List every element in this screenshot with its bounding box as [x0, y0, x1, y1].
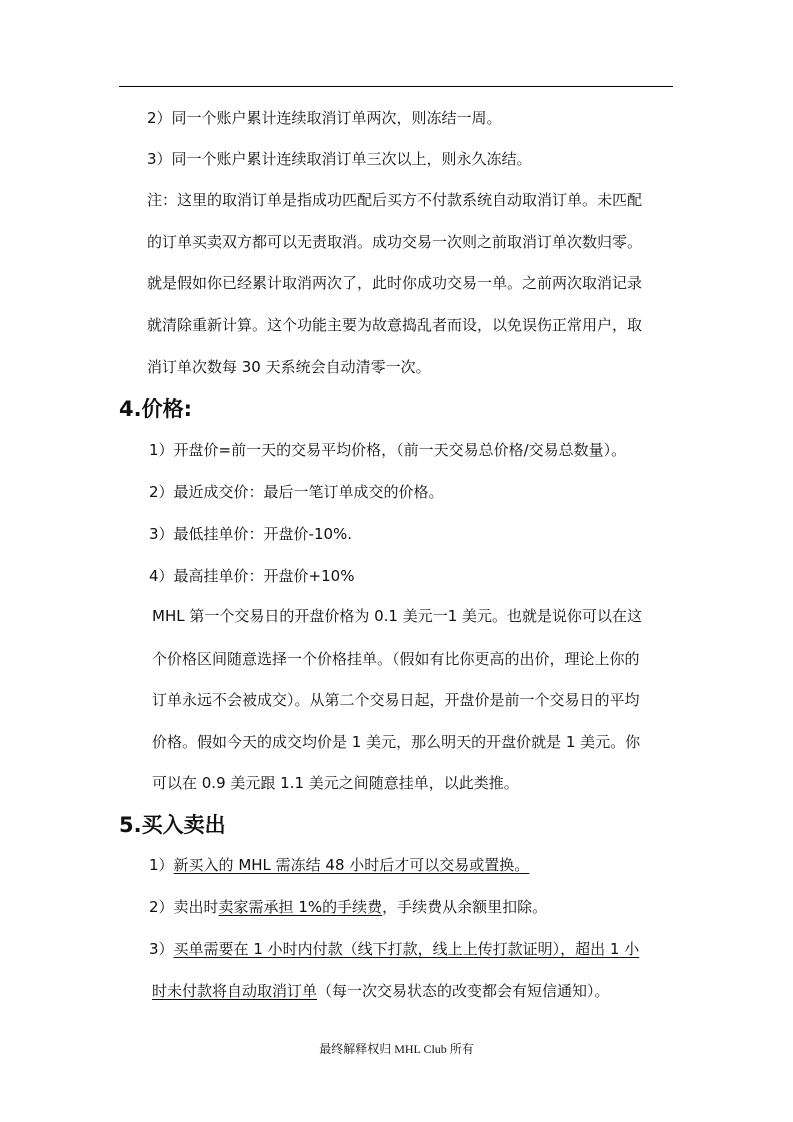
price-item-1: 1）开盘价=前一天的交易平均价格，（前一天交易总价格/交易总数量）。: [149, 441, 627, 459]
price-para-line-2: 个价格区间随意选择一个价格挂单。（假如有比你更高的出价，理论上你的: [152, 650, 640, 668]
item-suffix: （每一次交易状态的改变都会有短信通知）。: [317, 982, 610, 1000]
rule-item-2: 2）同一个账户累计连续取消订单两次，则冻结一周。: [147, 109, 502, 127]
header-rule: [119, 86, 673, 87]
rule-item-3: 3）同一个账户累计连续取消订单三次以上，则永久冻结。: [147, 150, 532, 168]
underlined-text: 卖家需承担 1%的手续费: [218, 898, 383, 916]
price-item-2: 2）最近成交价：最后一笔订单成交的价格。: [149, 483, 444, 501]
buy-sell-item-2: [149, 897, 547, 917]
item-prefix: 2）卖出时: [149, 898, 219, 916]
item-prefix: 3）: [149, 940, 174, 958]
buy-sell-item-3-line-1: [149, 939, 639, 959]
underlined-text: 买单需要在 1 小时内付款（线下打款，线上上传打款证明），超出 1 小: [173, 940, 640, 958]
note-line-2: 的订单买卖双方都可以无责取消。成功交易一次则之前取消订单次数归零。: [147, 233, 643, 251]
price-para-line-5: 可以在 0.9 美元跟 1.1 美元之间随意挂单，以此类推。: [152, 774, 519, 792]
note-line-4: 就清除重新计算。这个功能主要为故意捣乱者而设，以免误伤正常用户，取: [147, 316, 643, 334]
price-para-line-3: 订单永远不会被成交）。从第二个交易日起，开盘价是前一个交易日的平均: [152, 691, 640, 709]
section-heading-price: 4.价格:: [119, 397, 192, 421]
price-item-4: 4）最高挂单价：开盘价+10%: [149, 567, 355, 585]
section-heading-buy-sell: 5.买入卖出: [119, 813, 226, 837]
item-suffix: ，手续费从余额里扣除。: [382, 898, 548, 916]
note-line-3: 就是假如你已经累计取消两次了，此时你成功交易一单。之前两次取消记录: [147, 274, 643, 292]
note-line-1: 注：这里的取消订单是指成功匹配后买方不付款系统自动取消订单。未匹配: [147, 191, 643, 209]
underlined-text: 时未付款将自动取消订单: [152, 982, 318, 1000]
buy-sell-item-1: [149, 855, 529, 875]
price-para-line-4: 价格。假如今天的成交均价是 1 美元，那么明天的开盘价就是 1 美元。你: [152, 733, 641, 751]
price-para-line-1: MHL 第一个交易日的开盘价格为 0.1 美元一1 美元。也就是说你可以在这: [152, 607, 643, 625]
note-line-5: 消订单次数每 30 天系统会自动清零一次。: [147, 358, 431, 376]
price-item-3: 3）最低挂单价：开盘价-10%.: [149, 525, 353, 543]
item-prefix: 1）: [149, 856, 174, 874]
page-footer: 最终解释权归 MHL Club 所有: [319, 1042, 474, 1056]
underlined-text: 新买入的 MHL 需冻结 48 小时后才可以交易或置换。: [173, 856, 530, 874]
buy-sell-item-3-line-2: [152, 981, 610, 1001]
